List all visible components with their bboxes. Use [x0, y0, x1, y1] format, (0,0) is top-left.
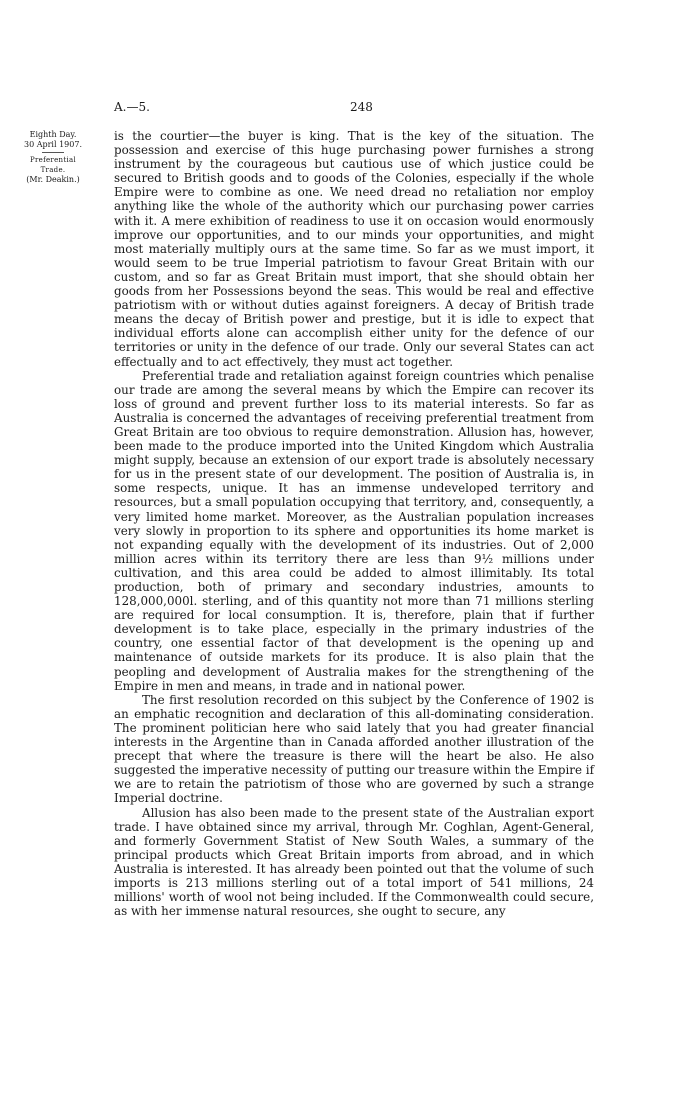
margin-notes: [8, 130, 98, 185]
margin-date: 30 April 1907.: [23, 140, 82, 149]
document-reference: A.—5.: [114, 100, 150, 114]
paragraph-3: The first resolution recorded on this subject by the Conference of 1902 is an emphatic recognition and declaration of this all-dominating consideration. The prominent politician here who said lately that you had greater financial interests in the Argentine than in Canada afforded another illustration of the precept that where the treasure is there will the heart be also. He also suggested the imperative necessity of putting our treasure within the Empire if we are to retain the patriotism of those who are governed by such a strange Imperial doctrine.: [114, 692, 595, 806]
margin-day: Eighth Day.: [29, 130, 77, 139]
margin-subject-line1: Preferential: [30, 156, 76, 164]
paragraph-4: Allusion has also been made to the present state of the Australian export trade. I have obtained since my arrival, through Mr. Coghlan, Agent-General, and formerly Government Statist of New South Wales, a summary of the principal products which Great Britain imports from abroad, and in which Australia is interested. It has already been pointed out that the volume of such imports is 213 millions sterling out of a total import of 541 millions, 24 millions' worth of wool not being included. If the Commonwealth could secure, as with her immense natural resources, she ought to secure, any: [114, 805, 594, 919]
page-header: [0, 100, 700, 116]
margin-speaker: (Mr. Deakin.): [26, 175, 80, 184]
margin-divider: [42, 152, 64, 153]
paragraph-1: is the courtier—the buyer is king. That is the key of the situation. The possession and exercise of this huge purchasing power furnishes a strong instrument by the courageous but cautious use of which justice could be secured to British goods and to goods of the Colonies, especially if the whole Empire were to combine as one. We need dread no retaliation nor employ anything like the whole of the authority which our purchasing power carries with it. A mere exhibition of readiness to use it on occasion would enormously improve our opportunities, and to our minds your opportunities, and might most materially multiply ours at the same time. So far as we must import, it would seem to be true Imperial patriotism to favour Great Britain with our custom, and so far as Great Britain must import, that she should obtain her goods from her Possessions beyond the seas. This would be real and effective patriotism with or without duties against foreigners. A decay of British trade means the decay of British power and prestige, but it is idle to expect that individual efforts alone can accomplish either unity for the defence of our territories or unity in the defence of our trade. Only our several States can act effectually and to act effectively, they must act together.: [114, 129, 594, 369]
paragraph-2: Preferential trade and retaliation against foreign countries which penalise our trade are among the several means by which the Empire can recover its loss of ground and prevent further loss to its material interests. So far as Australia is concerned the advantages of receiving preferential treatment from Great Britain are too obvious to require demonstration. Allusion has, however, been made to the produce imported into the United Kingdom which Australia might supply, because an extension of our export trade is absolutely necessary for us in the present state of our development. The position of Australia is, in some respects, unique. It has an immense undeveloped territory and resources, but a small population occupying that territory, and, consequently, a very limited home market. Moreover, as the Australian population increases very slowly in proportion to its sphere and opportunities its home market is not expanding equally with the development of its industries. Out of 2,000 million acres within its territory there are less than 9½ millions under cultivation, and this area could be added to almost illimitably. Its total production, both of primary and secondary industries, amounts to 128,000,000l. sterling, and of this quantity not more than 71 millions sterling are required for local consumption. It is, therefore, plain that if further development is to take place, especially in the primary industries of the country, one essential factor of that development is the opening up and maintenance of outside markets for its produce. It is also plain that the peopling and development of Australia makes for the strengthening of the Empire in men and means, in trade and in national power.: [114, 368, 594, 693]
margin-subject-line2: Trade.: [40, 166, 66, 174]
body-text: [114, 129, 594, 918]
page-number: 248: [350, 100, 373, 114]
